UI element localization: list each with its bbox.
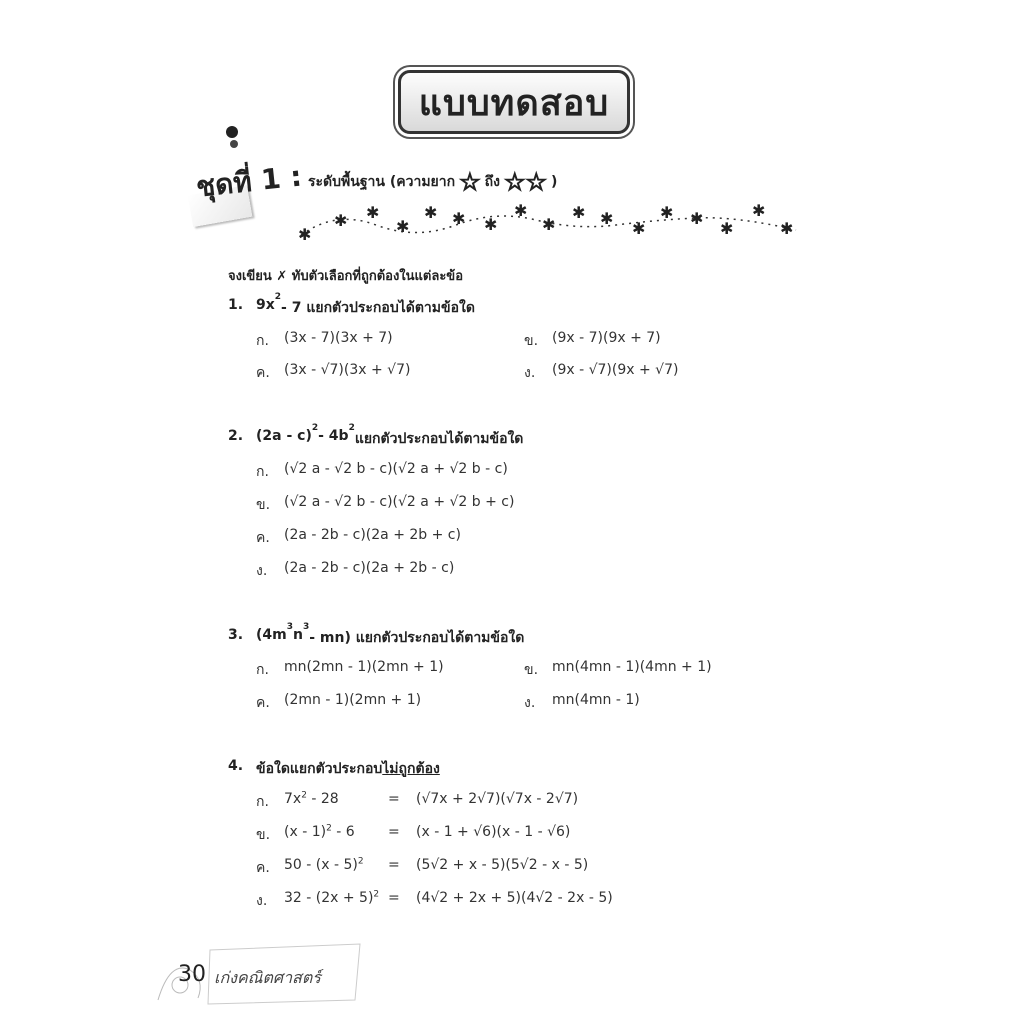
option-label: ข.: [524, 662, 539, 678]
equals-sign: =: [388, 890, 400, 906]
pushpin-icon: [226, 126, 238, 138]
svg-text:✱: ✱: [600, 209, 614, 228]
stem-part: (4m: [256, 627, 287, 643]
svg-text:✱: ✱: [514, 201, 528, 220]
svg-text:✱: ✱: [780, 219, 794, 238]
option-text: mn(4mn - 1): [552, 692, 640, 708]
level-suffix: ): [550, 174, 558, 190]
equals-sign: =: [388, 857, 400, 873]
svg-text:✱: ✱: [660, 203, 674, 222]
option-label: ข.: [524, 333, 539, 349]
option-label: ง.: [256, 563, 268, 579]
question-3-stem: [228, 622, 525, 649]
option-lhs: 50 - (x - 5)$^2$: [284, 856, 364, 873]
question-3-option-b[interactable]: [524, 659, 712, 681]
difficulty-level: [308, 170, 557, 194]
svg-text:✱: ✱: [424, 203, 438, 222]
svg-text:✱: ✱: [366, 203, 380, 222]
svg-text:✱: ✱: [334, 211, 348, 230]
book-title: เก่งคณิตศาสตร์: [214, 968, 321, 987]
equals-sign: =: [388, 824, 400, 840]
set-label: ชุดที่ 1 :: [194, 159, 304, 204]
pushpin-tip-icon: [230, 140, 238, 148]
stem-exponent: 2: [311, 423, 319, 433]
stem-part: - 4b: [318, 428, 349, 444]
option-text: (2a - 2b - c)(2a + 2b - c): [284, 560, 455, 576]
question-1-option-b[interactable]: [524, 330, 661, 352]
question-2-option-a[interactable]: [256, 461, 508, 483]
svg-text:✱: ✱: [752, 201, 766, 220]
option-rhs: (x - 1 + √6)(x - 1 - √6): [416, 824, 571, 840]
option-text: (2a - 2b - c)(2a + 2b + c): [284, 527, 461, 543]
stem-part: ข้อใดแยกตัวประกอบ: [256, 761, 383, 777]
question-number: 2.: [228, 428, 244, 444]
question-2-option-d[interactable]: [256, 560, 454, 582]
option-text: (2mn - 1)(2mn + 1): [284, 692, 422, 708]
question-number: 3.: [228, 627, 244, 643]
option-label: ก.: [256, 794, 269, 810]
option-rhs: (√7x + 2√7)(√7x - 2√7): [416, 791, 579, 807]
question-1-option-d[interactable]: [524, 362, 678, 384]
svg-text:✱: ✱: [572, 203, 586, 222]
option-text: (√2 a - √2 b - c)(√2 a + √2 b - c): [284, 461, 508, 477]
option-label: ค.: [256, 365, 270, 381]
svg-text:✱: ✱: [396, 217, 410, 236]
option-rhs: (5√2 + x - 5)(5√2 - x - 5): [416, 857, 589, 873]
question-1-option-c[interactable]: [256, 362, 410, 384]
option-label: ก.: [256, 333, 269, 349]
question-2-option-b[interactable]: [256, 494, 514, 516]
question-number: 4.: [228, 758, 244, 774]
option-label: ค.: [256, 530, 270, 546]
star-icon: ☆: [459, 168, 481, 196]
stem-exponent: 2: [274, 292, 282, 302]
stem-exponent: 3: [302, 622, 310, 632]
stem-exponent: 2: [348, 423, 355, 433]
option-label: ข.: [256, 827, 271, 843]
flower-divider-decoration: [296, 200, 801, 245]
option-rhs: (4√2 + 2x + 5)(4√2 - 2x - 5): [416, 890, 613, 906]
option-label: ง.: [524, 695, 536, 711]
question-number: 1.: [228, 297, 244, 313]
equals-sign: =: [388, 791, 400, 807]
svg-text:✱: ✱: [298, 225, 312, 244]
option-text: (√2 a - √2 b - c)(√2 a + √2 b + c): [284, 494, 515, 510]
stem-underlined: ไม่ถูกต้อง: [382, 761, 440, 777]
star-icon-pair: ☆☆: [503, 168, 547, 196]
stem-part: n: [293, 627, 303, 643]
question-4-stem: [228, 758, 440, 780]
instruction-text: จงเขียน ✗ ทับตัวเลือกที่ถูกต้องในแต่ละข้อ: [228, 269, 464, 284]
title-banner: [398, 70, 630, 134]
question-3-option-a[interactable]: [256, 659, 444, 681]
question-2-stem: [228, 423, 524, 450]
option-text: (3x - √7)(3x + √7): [284, 362, 411, 378]
svg-text:✱: ✱: [632, 219, 646, 238]
question-3-option-c[interactable]: [256, 692, 421, 714]
option-label: ก.: [256, 662, 269, 678]
question-4-option-c[interactable]: [256, 857, 364, 879]
svg-text:✱: ✱: [542, 215, 556, 234]
option-label: ข.: [256, 497, 271, 513]
option-text: mn(2mn - 1)(2mn + 1): [284, 659, 444, 675]
svg-text:✱: ✱: [452, 209, 466, 228]
level-to: ถึง: [484, 174, 500, 190]
option-lhs: $7x^2 - 28$: [284, 790, 339, 807]
question-2-option-c[interactable]: [256, 527, 461, 549]
level-prefix: ระดับพื้นฐาน (ความยาก: [308, 174, 456, 190]
option-label: ค.: [256, 695, 270, 711]
option-label: ค.: [256, 860, 270, 876]
stem-part: (2a - c): [256, 428, 312, 444]
stem-part: 9x: [256, 297, 275, 313]
svg-text:✱: ✱: [484, 215, 498, 234]
question-1-option-a[interactable]: [256, 330, 393, 352]
question-4-option-a[interactable]: [256, 791, 339, 813]
svg-text:✱: ✱: [720, 219, 734, 238]
question-3-option-d[interactable]: [524, 692, 640, 714]
option-label: ก.: [256, 464, 269, 480]
page-number: 30: [178, 962, 206, 987]
question-4-option-d[interactable]: [256, 890, 379, 912]
option-lhs: $32 - (2x + 5)^2$: [284, 889, 380, 906]
question-1-stem: [228, 292, 475, 319]
option-text: (3x - 7)(3x + 7): [284, 330, 393, 346]
option-label: ง.: [524, 365, 536, 381]
stem-part: แยกตัวประกอบได้ตามข้อใด: [354, 431, 524, 447]
stem-part: - mn) แยกตัวประกอบได้ตามข้อใด: [309, 630, 525, 646]
option-text: mn(4mn - 1)(4mn + 1): [552, 659, 712, 675]
svg-text:✱: ✱: [690, 209, 704, 228]
option-text: (9x - √7)(9x + √7): [552, 362, 679, 378]
option-label: ง.: [256, 893, 268, 909]
page-title: แบบทดสอบ: [418, 82, 610, 124]
stem-part: - 7 แยกตัวประกอบได้ตามข้อใด: [281, 300, 475, 316]
stem-exponent: 3: [286, 622, 293, 632]
option-text: (9x - 7)(9x + 7): [552, 330, 661, 346]
option-lhs: (x - 1)$^2$ - 6: [284, 823, 355, 840]
question-4-option-b[interactable]: [256, 824, 355, 846]
